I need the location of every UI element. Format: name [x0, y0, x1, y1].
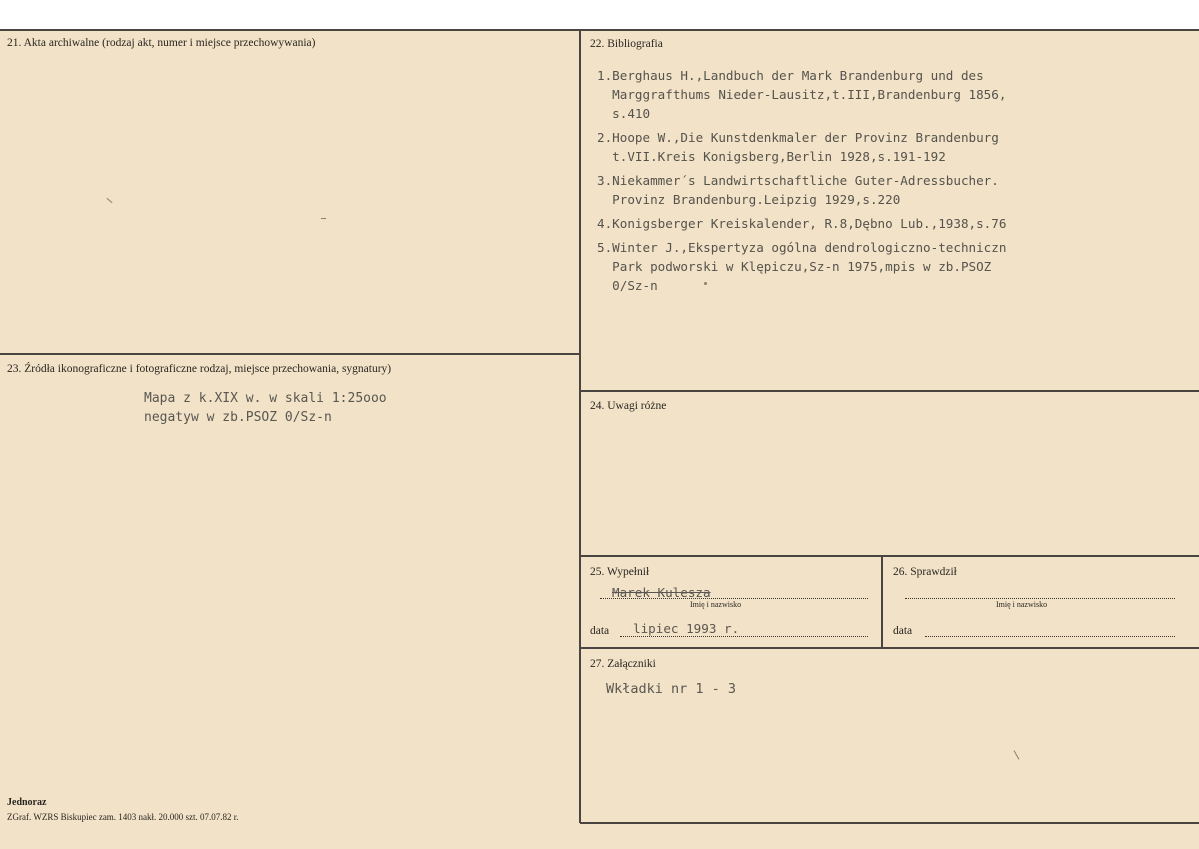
- iconography-line: negatyw w zb.PSOZ 0/Sz-n: [144, 410, 332, 425]
- bibliography-item: 1.Berghaus H.,Landbuch der Mark Brandenburg und des Marggrafthums Nieder-Lausitz,t.III,Brandenburg 1856, s.410: [597, 68, 1007, 121]
- divider-21-23: [0, 353, 580, 355]
- checked-by-date-label: data: [893, 625, 913, 637]
- bibliography-list: [597, 66, 1077, 300]
- paper-speck: [321, 218, 326, 219]
- imprint-line-1: Jednoraz: [7, 797, 47, 808]
- filled-by-date: lipiec 1993 r.: [633, 621, 740, 636]
- center-divider: [579, 31, 581, 823]
- imprint-line-2: ZGraf. WZRS Biskupiec zam. 1403 nakł. 20.000 szt. 07.07.82 r.: [7, 812, 239, 822]
- bibliography-item: 2.Hoope W.,Die Kunstdenkmaler der Provinz Brandenburg t.VII.Kreis Konigsberg,Berlin 1928,s.191-192: [597, 130, 999, 164]
- checked-by-date-line: [925, 636, 1175, 637]
- section-25-label: 25. Wypełnił: [590, 566, 650, 578]
- section-26-label: 26. Sprawdził: [893, 566, 957, 578]
- top-margin: [0, 0, 1199, 30]
- section-27-label: 27. Załączniki: [590, 658, 656, 670]
- bottom-border: [580, 822, 1199, 824]
- filled-by-name: Marek Kulesza: [612, 585, 711, 600]
- section-21-label: 21. Akta archiwalne (rodzaj akt, numer i miejsce przechowywania): [7, 37, 316, 49]
- bibliography-item: 5.Winter J.,Ekspertyza ogólna dendrologiczno-techniczn Park podworski w Klępiczu,Sz-n 1975,mpis w zb.PSOZ 0/Sz-n: [597, 240, 1007, 293]
- filled-by-date-line: [620, 636, 868, 637]
- checked-by-name-line: [905, 598, 1175, 599]
- paper-speck: [106, 198, 112, 203]
- section-22-label: 22. Bibliografia: [590, 38, 663, 50]
- filled-by-date-label: data: [590, 625, 610, 637]
- checked-by-name-caption: Imię i nazwisko: [996, 600, 1048, 609]
- top-border: [0, 29, 1199, 31]
- section-24-label: 24. Uwagi różne: [590, 400, 667, 412]
- iconography-line: Mapa z k.XIX w. w skali 1:25ooo: [144, 391, 387, 406]
- paper-speck: [704, 282, 707, 285]
- filled-by-name-caption: Imię i nazwisko: [690, 600, 742, 609]
- paper-speck: [1014, 750, 1020, 759]
- section-23-label: 23. Źródła ikonograficzne i fotograficzne rodzaj, miejsce przechowania, sygnatury): [7, 363, 392, 375]
- divider-25-27: [580, 647, 1199, 649]
- attachments-value: Wkładki nr 1 - 3: [606, 681, 737, 697]
- bibliography-item: 3.Niekammer´s Landwirtschaftliche Guter-Adressbucher. Provinz Brandenburg.Leipzig 1929,s.220: [597, 173, 999, 207]
- bibliography-item: 4.Konigsberger Kreiskalender, R.8,Dębno Lub.,1938,s.76: [597, 216, 1007, 231]
- divider-24-25: [580, 555, 1199, 557]
- divider-22-24: [580, 390, 1199, 392]
- divider-25-26: [881, 556, 883, 648]
